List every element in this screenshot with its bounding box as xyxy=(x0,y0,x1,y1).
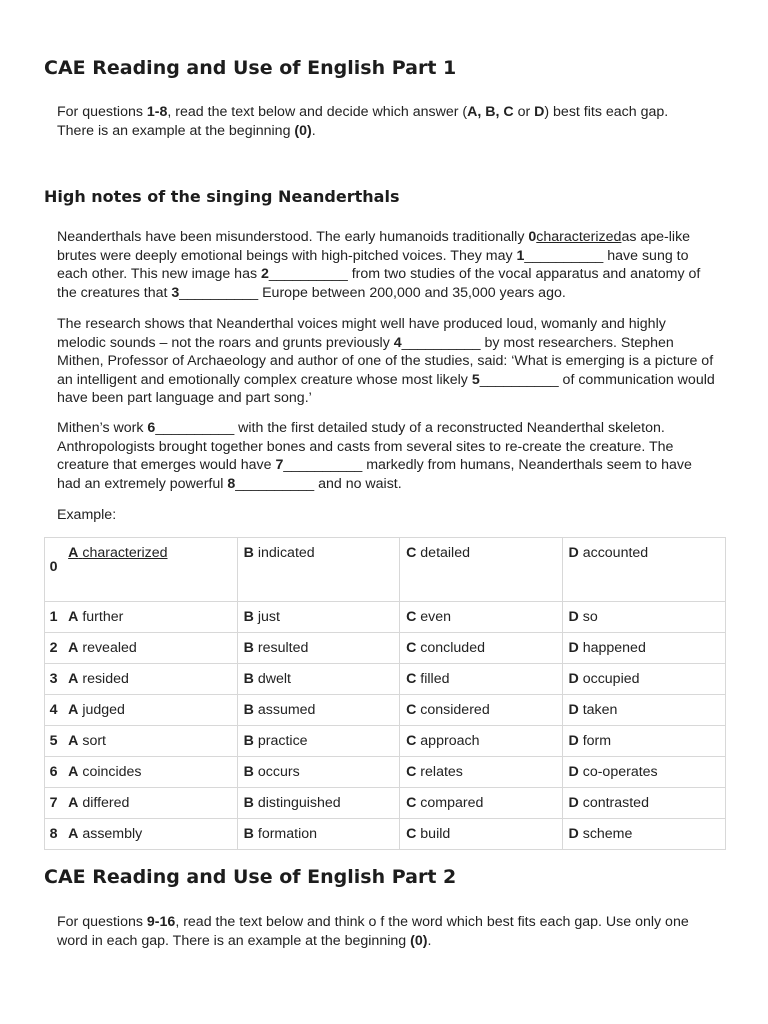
option-text: judged xyxy=(82,702,125,718)
option-letter: C xyxy=(406,764,417,780)
option-b xyxy=(237,633,399,664)
p2-text: The research shows that Neanderthal voices might well have produced loud, womanly and highly melodic sounds – not the roars and grunts previously xyxy=(57,316,666,351)
option-letter: A xyxy=(68,826,79,842)
option-c xyxy=(400,538,562,602)
instr-line2: There is an example at the beginning xyxy=(57,122,295,139)
p1-text: have sung to each other. This new image has xyxy=(57,247,689,282)
option-letter: B xyxy=(243,545,254,561)
option-a xyxy=(62,757,237,788)
option-row xyxy=(45,664,726,695)
option-letter: A xyxy=(68,545,79,561)
option-a xyxy=(62,538,237,602)
gap-blank-3: __________ xyxy=(179,284,259,301)
option-d xyxy=(562,726,725,757)
gap-number-6: 6 xyxy=(147,420,156,436)
answer-options-table xyxy=(44,537,726,850)
option-text: occurs xyxy=(257,764,300,780)
example-label: Example: xyxy=(57,507,117,523)
option-d xyxy=(562,664,725,695)
part2-title: CAE Reading and Use of English Part 2 xyxy=(44,866,457,888)
row-number: 8 xyxy=(45,819,63,850)
option-c xyxy=(400,788,562,819)
option-d xyxy=(562,788,725,819)
gap-number-7: 7 xyxy=(275,457,284,473)
p3-text: and no waist. xyxy=(314,475,402,492)
option-text: accounted xyxy=(582,545,649,561)
option-text: just xyxy=(257,609,280,625)
option-c xyxy=(400,664,562,695)
option-text: revealed xyxy=(82,640,137,656)
option-letter: C xyxy=(406,733,417,749)
option-b xyxy=(237,538,399,602)
option-text: resided xyxy=(82,671,129,687)
option-row xyxy=(45,602,726,633)
gap-number-3: 3 xyxy=(171,284,180,301)
instr-end: . xyxy=(427,932,432,949)
option-letter: A xyxy=(68,640,79,656)
option-letter: A xyxy=(68,702,79,718)
option-text: happened xyxy=(582,640,646,656)
option-letter: D xyxy=(568,640,579,656)
option-letter: C xyxy=(406,640,417,656)
paragraph-2 xyxy=(57,315,717,408)
option-d xyxy=(562,695,725,726)
option-text: practice xyxy=(257,733,308,749)
gap-blank-5: __________ xyxy=(479,371,559,388)
option-d xyxy=(562,602,725,633)
option-row xyxy=(45,726,726,757)
option-letter: C xyxy=(406,795,417,811)
part1-instructions xyxy=(57,103,717,140)
instr-text: or xyxy=(513,104,535,120)
option-row xyxy=(45,819,726,850)
row-number xyxy=(45,538,63,602)
row-number: 2 xyxy=(45,633,63,664)
option-text: sort xyxy=(82,733,106,749)
option-text: so xyxy=(582,609,598,625)
option-text: dwelt xyxy=(257,671,291,687)
instr-text: , read the text below and decide which answer ( xyxy=(167,104,468,120)
instr-example: (0) xyxy=(410,932,428,949)
option-letter: A xyxy=(68,733,79,749)
gap-number-0: 0 xyxy=(528,229,537,245)
gap-blank-1: __________ xyxy=(524,247,604,264)
instr-range: 1-8 xyxy=(146,104,168,120)
p1-text: Neanderthals have been misunderstood. The early humanoids traditionally xyxy=(57,229,529,245)
instr-letter-d: D xyxy=(534,104,545,120)
option-a xyxy=(62,633,237,664)
row-number: 5 xyxy=(45,726,63,757)
gap-number-8: 8 xyxy=(227,475,236,492)
option-c xyxy=(400,819,562,850)
instr-end: . xyxy=(311,122,316,139)
example-answer: characterized xyxy=(536,229,622,245)
instr-example: (0) xyxy=(294,122,312,139)
option-row xyxy=(45,695,726,726)
option-letter: B xyxy=(243,640,254,656)
option-text: characterized xyxy=(82,545,168,561)
option-letter: D xyxy=(568,733,579,749)
option-a xyxy=(62,819,237,850)
p3-text: Mithen’s work xyxy=(57,420,148,436)
option-text: compared xyxy=(420,795,484,811)
option-text: taken xyxy=(582,702,618,718)
option-text: approach xyxy=(420,733,480,749)
option-text: filled xyxy=(420,671,450,687)
option-d xyxy=(562,538,725,602)
option-d xyxy=(562,757,725,788)
option-a xyxy=(62,602,237,633)
p2-text: by most researchers. Stephen Mithen, Professor of Archaeology and author of one of the studies, said: ‘What is emerging is a picture of an intelligent and emotionally complex creature whose most likely xyxy=(57,334,714,388)
option-letter: B xyxy=(243,702,254,718)
option-letter: A xyxy=(68,671,79,687)
option-letter: B xyxy=(243,826,254,842)
gap-number-2: 2 xyxy=(261,266,269,282)
instr-text: For questions xyxy=(57,914,147,930)
option-row xyxy=(45,633,726,664)
option-c xyxy=(400,633,562,664)
option-text: coincides xyxy=(82,764,142,780)
option-d xyxy=(562,819,725,850)
example-row xyxy=(45,538,726,602)
option-letter: B xyxy=(243,671,254,687)
option-letter: B xyxy=(243,764,254,780)
option-c xyxy=(400,695,562,726)
instr-letters: A, B, C xyxy=(467,104,514,120)
option-text: form xyxy=(582,733,612,749)
row-number: 3 xyxy=(45,664,63,695)
gap-number-1: 1 xyxy=(516,247,525,264)
instr-range: 9-16 xyxy=(146,914,176,930)
paragraph-3 xyxy=(57,419,717,493)
gap-number-4: 4 xyxy=(393,334,402,351)
p1-text: as ape-like brutes were deeply emotional beings with high-pitched voices. They may xyxy=(57,229,691,264)
option-b xyxy=(237,695,399,726)
option-row xyxy=(45,788,726,819)
option-b xyxy=(237,757,399,788)
paragraph-1 xyxy=(57,228,717,302)
row-number: 6 xyxy=(45,757,63,788)
option-letter: D xyxy=(568,671,579,687)
option-a xyxy=(62,664,237,695)
option-letter: A xyxy=(68,795,79,811)
option-b xyxy=(237,664,399,695)
gap-blank-6: __________ xyxy=(155,420,235,436)
instr-text: ) best fits each gap. xyxy=(544,104,669,120)
option-letter: D xyxy=(568,795,579,811)
option-letter: C xyxy=(406,702,417,718)
p3-text: with the first detailed study of a reconstructed Neanderthal skeleton. Anthropologists brought together bones and casts from several sites to re-create the creature. The creature that emerges would have xyxy=(57,420,674,473)
option-letter: C xyxy=(406,671,417,687)
option-b xyxy=(237,788,399,819)
option-text: even xyxy=(420,609,452,625)
option-letter: B xyxy=(243,609,254,625)
option-b xyxy=(237,726,399,757)
option-text: considered xyxy=(420,702,490,718)
instr-text: , read the text below and think o f the word which best fits each gap. Use only one word in each gap. There is an example at the beginning xyxy=(57,914,689,949)
option-letter: A xyxy=(68,609,79,625)
option-c xyxy=(400,757,562,788)
option-a xyxy=(62,726,237,757)
option-text: concluded xyxy=(420,640,485,656)
option-text: co-operates xyxy=(582,764,658,780)
gap-blank-4: __________ xyxy=(401,334,481,351)
row-number: 1 xyxy=(45,602,63,633)
option-letter: A xyxy=(68,764,79,780)
option-text: assumed xyxy=(257,702,316,718)
row-number: 4 xyxy=(45,695,63,726)
option-text: resulted xyxy=(257,640,309,656)
gap-blank-2: __________ xyxy=(268,266,348,282)
option-d xyxy=(562,633,725,664)
text-title: High notes of the singing Neanderthals xyxy=(44,187,400,206)
option-text: contrasted xyxy=(582,795,649,811)
option-b xyxy=(237,602,399,633)
row-number-text: 0 xyxy=(49,559,58,575)
option-text: indicated xyxy=(257,545,315,561)
option-text: differed xyxy=(82,795,130,811)
p1-text: Europe between 200,000 and 35,000 years ago. xyxy=(258,284,566,301)
option-a xyxy=(62,788,237,819)
option-text: occupied xyxy=(582,671,640,687)
gap-blank-8: __________ xyxy=(235,475,315,492)
option-text: build xyxy=(420,826,451,842)
option-text: scheme xyxy=(582,826,633,842)
option-text: distinguished xyxy=(257,795,341,811)
option-text: detailed xyxy=(420,545,470,561)
row-number: 7 xyxy=(45,788,63,819)
instr-text: For questions xyxy=(57,104,147,120)
option-letter: B xyxy=(243,733,254,749)
option-letter: C xyxy=(406,826,417,842)
option-a xyxy=(62,695,237,726)
option-row xyxy=(45,757,726,788)
part1-title: CAE Reading and Use of English Part 1 xyxy=(44,57,457,79)
part2-instructions xyxy=(57,913,717,950)
option-text: formation xyxy=(257,826,318,842)
option-text: assembly xyxy=(82,826,143,842)
option-letter: D xyxy=(568,826,579,842)
gap-blank-7: __________ xyxy=(283,457,363,473)
option-letter: C xyxy=(406,609,417,625)
option-c xyxy=(400,726,562,757)
option-letter: D xyxy=(568,764,579,780)
option-b xyxy=(237,819,399,850)
p3-text: markedly from humans, Neanderthals seem to have had an extremely powerful xyxy=(57,457,692,492)
p1-text: from two studies of the vocal apparatus and anatomy of the creatures that xyxy=(57,266,701,301)
option-letter: B xyxy=(243,795,254,811)
option-letter: C xyxy=(406,545,417,561)
p2-text: of communication would have been part language and part song.’ xyxy=(57,371,715,406)
option-c xyxy=(400,602,562,633)
option-text: further xyxy=(82,609,124,625)
option-letter: D xyxy=(568,702,579,718)
gap-number-5: 5 xyxy=(471,371,480,388)
option-letter: D xyxy=(568,545,579,561)
option-text: relates xyxy=(420,764,463,780)
option-letter: D xyxy=(568,609,579,625)
